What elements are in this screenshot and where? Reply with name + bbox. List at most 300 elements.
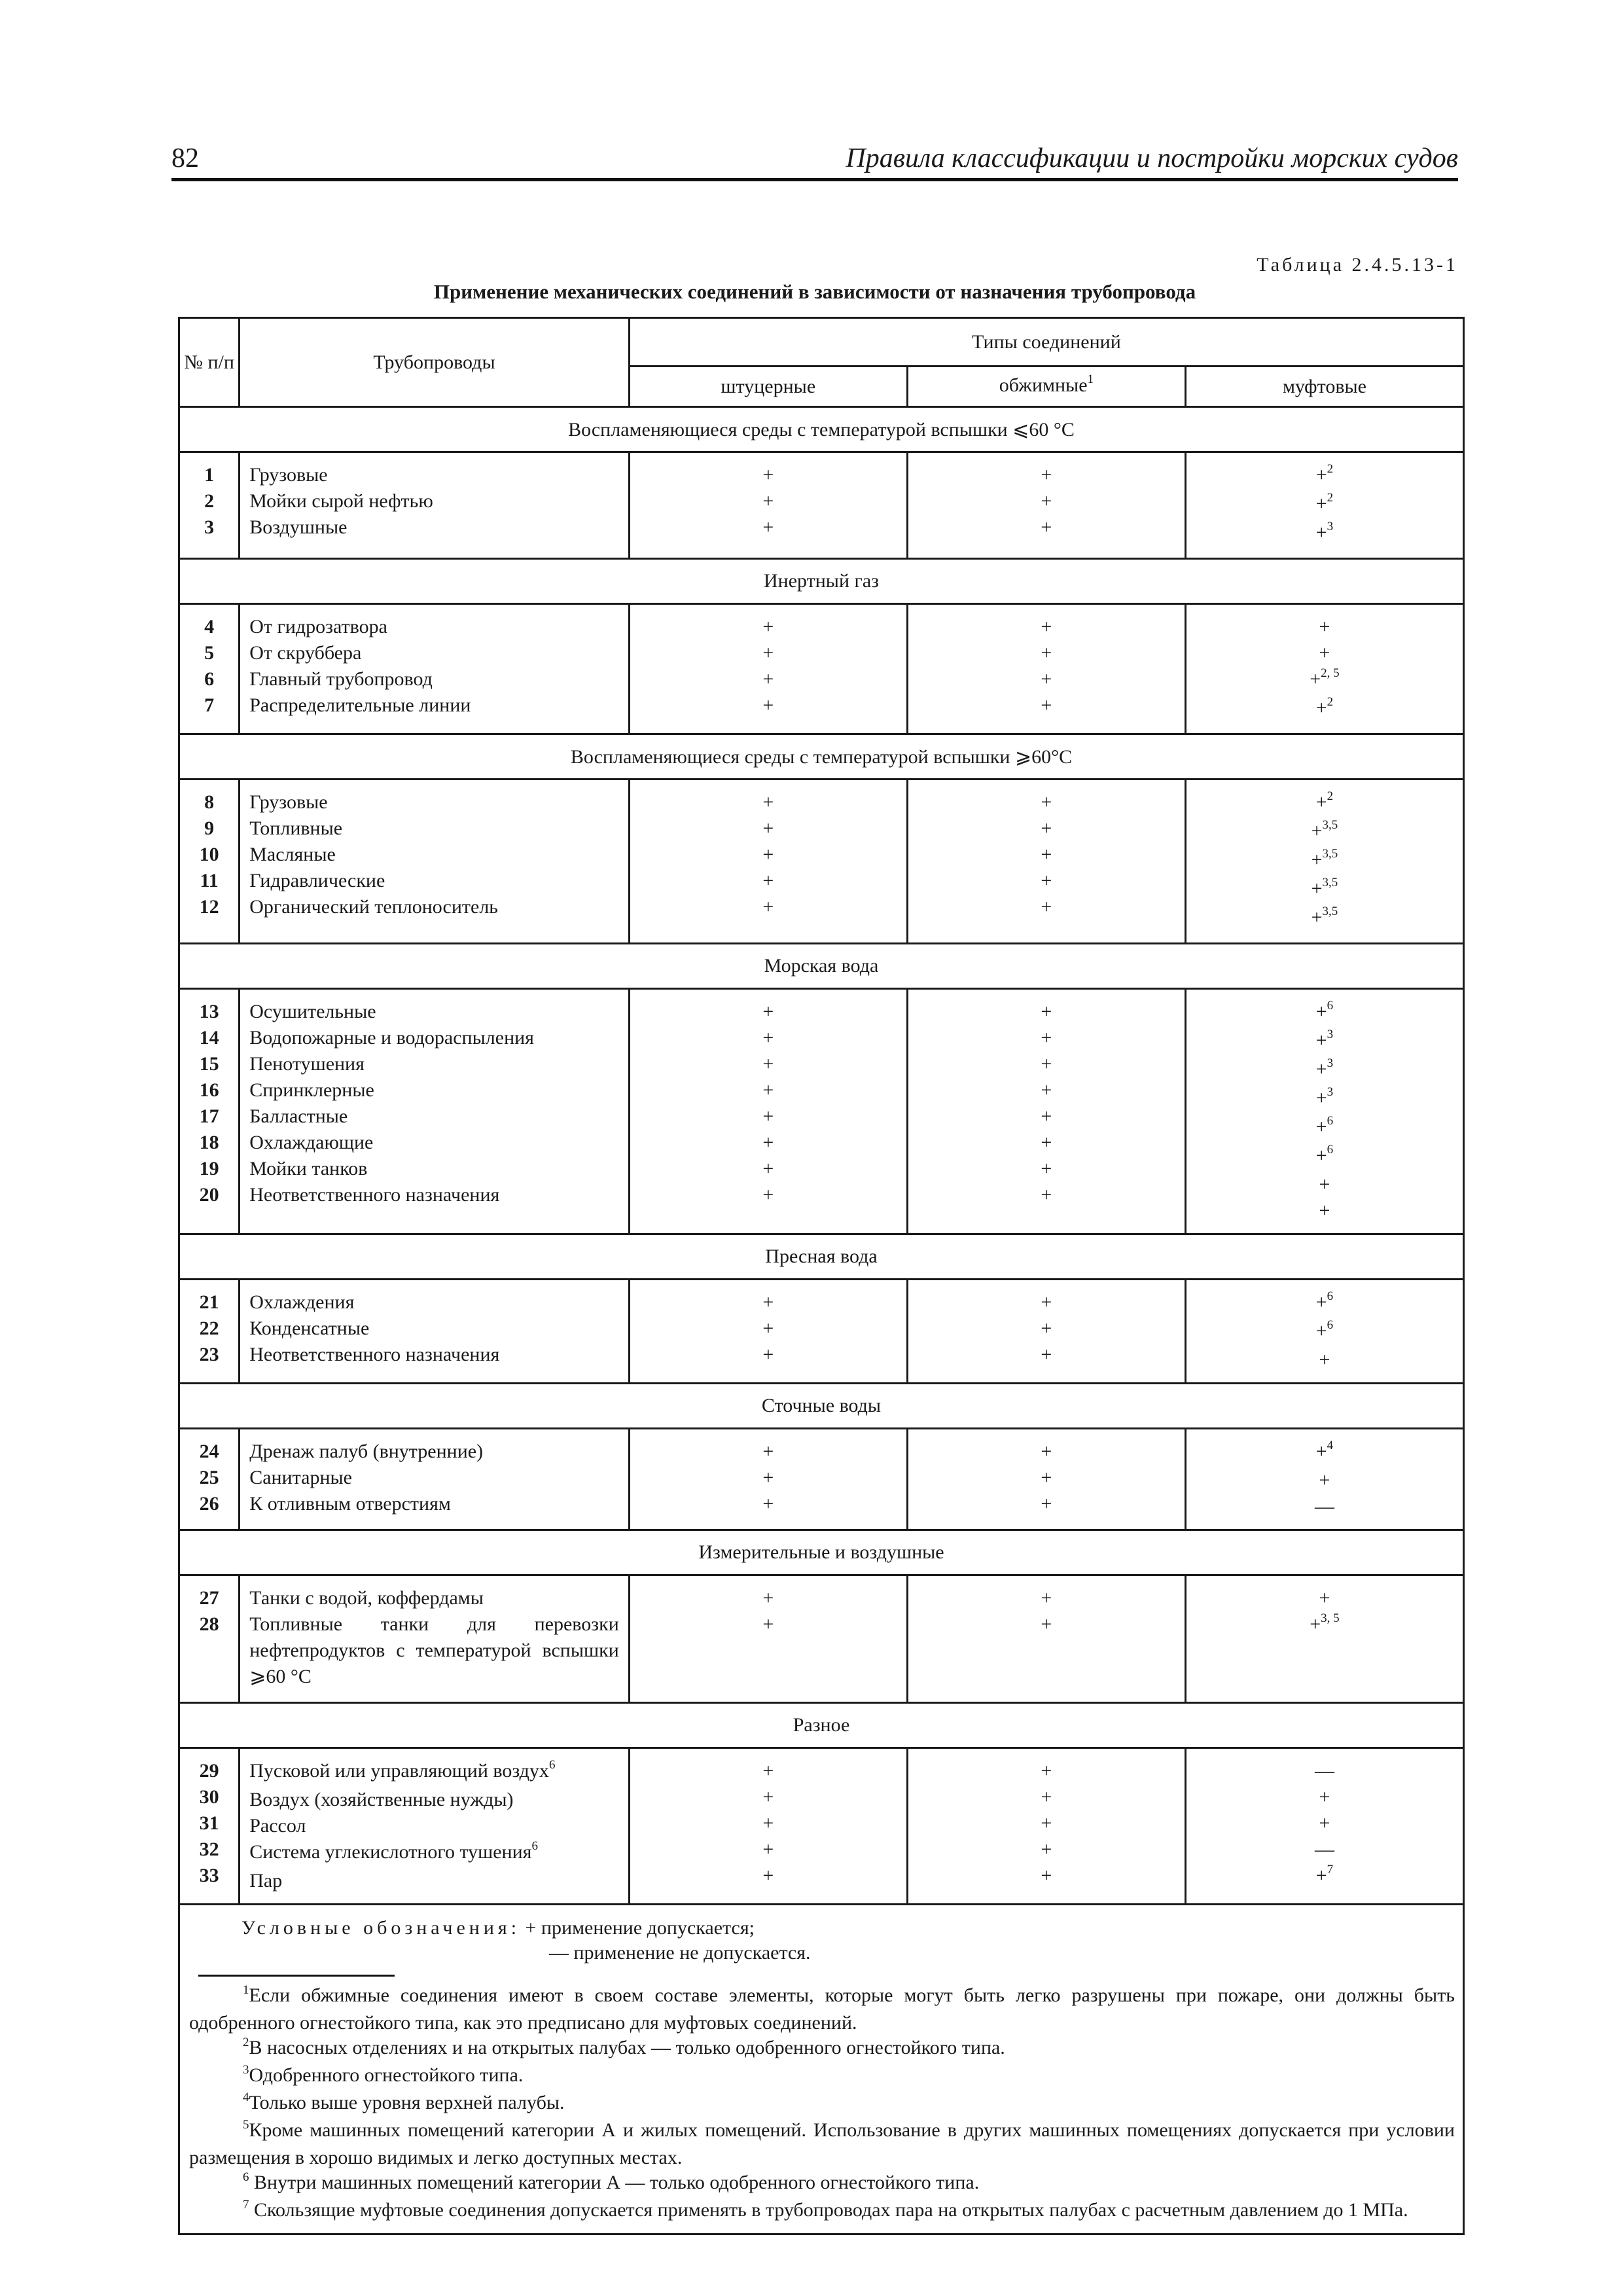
sleeve-value — [1186, 1494, 1463, 1520]
pipeline-name-text: Грузовые — [249, 791, 328, 813]
union-value — [630, 1289, 906, 1316]
pipeline-name-text: Неответственного назначения — [249, 1344, 500, 1365]
row-number-text: 21 — [199, 1291, 219, 1313]
sleeve-value-cell — [1185, 989, 1463, 1234]
sleeve-value — [1186, 462, 1463, 491]
pipeline-name-cell — [240, 604, 630, 734]
compression-value-cell — [907, 452, 1185, 559]
row-number-text: 18 — [199, 1132, 219, 1153]
compression-value — [908, 842, 1185, 868]
legend-plus: + применение допускается; — [525, 1917, 755, 1939]
footnote-mark: 7 — [243, 2198, 249, 2212]
sleeve-value — [1186, 1056, 1463, 1085]
compression-value — [908, 1810, 1185, 1837]
union-value-text: + — [762, 1027, 774, 1049]
row-number-text: 31 — [199, 1812, 219, 1834]
footnote-mark: 2 — [243, 2036, 249, 2049]
sleeve-value-text: + — [1310, 668, 1321, 690]
union-value-text: + — [762, 870, 774, 891]
union-value — [630, 1439, 906, 1465]
pipeline-name-text: Мойки сырой нефтью — [249, 490, 433, 512]
compression-value-cell — [907, 1748, 1185, 1905]
compression-value-text: + — [1041, 1760, 1052, 1782]
union-value — [630, 894, 906, 920]
row-number-text: 1 — [204, 464, 215, 486]
union-value-text: + — [762, 1760, 774, 1782]
spacer — [908, 1664, 1185, 1690]
sleeve-value — [1186, 847, 1463, 876]
row-number-text: 22 — [199, 1318, 219, 1339]
union-value — [630, 999, 906, 1025]
pipeline-name — [240, 614, 628, 640]
compression-value-text: + — [1041, 1001, 1052, 1022]
compression-value — [908, 1491, 1185, 1517]
sleeve-value — [1186, 1198, 1463, 1224]
row-number-text: 15 — [199, 1053, 219, 1075]
sleeve-value-cell — [1185, 1575, 1463, 1703]
row-number-cell — [179, 989, 240, 1234]
sleeve-value — [1186, 1028, 1463, 1056]
footnote-text: Только выше уровня верхней палубы. — [249, 2092, 565, 2113]
section-title: Измерительные и воздушные — [179, 1530, 1464, 1575]
footnote-mark: 4 — [243, 2090, 249, 2104]
compression-value — [908, 462, 1185, 488]
row-number-text: 23 — [199, 1344, 219, 1365]
compression-value-cell — [907, 1575, 1185, 1703]
row-number-text: 26 — [199, 1493, 219, 1515]
row-number — [180, 1863, 238, 1889]
compression-value — [908, 1130, 1185, 1156]
pipeline-name-text: Воздушные — [249, 516, 348, 538]
union-value-text: + — [762, 1053, 774, 1075]
section-header-row — [179, 559, 1464, 604]
footnote-ref: 2 — [1327, 695, 1334, 709]
footnote-ref: 3,5 — [1322, 876, 1338, 889]
union-value — [630, 1342, 906, 1368]
compression-value — [908, 1316, 1185, 1342]
footnote-ref: 4 — [1327, 1439, 1334, 1452]
table-number: Таблица 2.4.5.13-1 — [1257, 254, 1458, 276]
union-value — [630, 1025, 906, 1051]
row-number — [180, 1758, 238, 1784]
sleeve-value — [1186, 789, 1463, 818]
compression-value — [908, 1585, 1185, 1611]
column-header-pipelines: Трубопроводы — [240, 318, 630, 407]
pipeline-name — [240, 1077, 628, 1103]
sleeve-value-text: — — [1314, 1496, 1334, 1517]
pipeline-name-text: Мойки танков — [249, 1158, 368, 1179]
sleeve-value — [1186, 1347, 1463, 1373]
footnote-text: Кроме машинных помещений категории А и жилых помещений. Использование в других машинных помещениях допускается при условии размещения в хорошо видимых и легко доступных местах. — [189, 2119, 1455, 2168]
sleeve-value-text: + — [1319, 1349, 1330, 1371]
compression-value — [908, 514, 1185, 541]
union-value — [630, 1051, 906, 1077]
sleeve-value — [1186, 905, 1463, 933]
union-value-text: + — [762, 1105, 774, 1127]
compression-value — [908, 999, 1185, 1025]
pipeline-name — [240, 1491, 628, 1517]
compression-value-cell — [907, 1280, 1185, 1384]
pipeline-name-cell — [240, 452, 630, 559]
pipeline-name-cell — [240, 989, 630, 1234]
section-rows — [179, 1280, 1464, 1384]
row-number — [180, 640, 238, 666]
sleeve-value-cell — [1185, 604, 1463, 734]
row-number — [180, 789, 238, 816]
sleeve-value-text: + — [1311, 849, 1323, 870]
compression-value — [908, 894, 1185, 920]
row-number-cell — [179, 1748, 240, 1905]
row-number — [180, 1077, 238, 1103]
pipeline-name-text: Распределительные линии — [249, 694, 471, 716]
spacer — [1186, 1666, 1463, 1693]
compression-value — [908, 1182, 1185, 1208]
pipeline-name-text: Неответственного назначения — [249, 1184, 500, 1206]
pipeline-name-text: Охлаждения — [249, 1291, 355, 1313]
row-number — [180, 488, 238, 514]
pipeline-name-cell — [240, 780, 630, 944]
footnote-ref: 6 — [1327, 1318, 1334, 1332]
union-value-cell — [629, 1748, 907, 1905]
footnote-ref: 2 — [1327, 491, 1334, 505]
union-value — [630, 666, 906, 692]
sleeve-value-text: + — [1315, 464, 1327, 486]
compression-value-list — [908, 1280, 1185, 1377]
union-value-text: + — [762, 1132, 774, 1153]
pipeline-name-text: Пусковой или управляющий воздух — [249, 1760, 549, 1782]
compression-value-text: + — [1041, 1291, 1052, 1313]
pipeline-name-text: Осушительные — [249, 1001, 376, 1022]
compression-value-text: + — [1041, 1865, 1052, 1886]
sleeve-value-text: + — [1315, 1087, 1327, 1109]
pipeline-name — [240, 666, 628, 692]
union-value-text: + — [762, 1318, 774, 1339]
compression-value — [908, 1837, 1185, 1863]
sleeve-value-text: + — [1310, 1613, 1321, 1635]
pipeline-name-text: Охлаждающие — [249, 1132, 374, 1153]
compression-value-text: + — [1041, 870, 1052, 891]
union-value-text: + — [762, 1001, 774, 1022]
union-value-cell — [629, 989, 907, 1234]
compression-value-text: + — [1041, 516, 1052, 538]
sleeve-value-text: — — [1314, 1839, 1334, 1860]
pipeline-name-text: Санитарные — [249, 1467, 352, 1488]
spacer — [630, 1664, 906, 1690]
section-header-row — [179, 1703, 1464, 1748]
pipeline-name — [240, 1182, 628, 1208]
sleeve-value — [1186, 1467, 1463, 1494]
spacer — [630, 1638, 906, 1664]
legend-minus: — применение не допускается. — [549, 1942, 811, 1964]
section-rows — [179, 989, 1464, 1234]
compression-value-text: + — [1041, 1786, 1052, 1808]
sleeve-value-text: + — [1315, 522, 1327, 543]
pipeline-name — [240, 1342, 628, 1368]
row-number — [180, 1784, 238, 1810]
pipeline-name-text: Пенотушения — [249, 1053, 365, 1075]
pipeline-name-text: Танки с водой, коффердамы — [249, 1587, 484, 1609]
section-title: Воспламеняющиеся среды с температурой вспышки ⩽60 °C — [179, 407, 1464, 452]
pipeline-name — [240, 1465, 628, 1491]
footnote — [189, 2036, 1455, 2063]
sleeve-value — [1186, 614, 1463, 640]
union-value — [630, 640, 906, 666]
section-rows — [179, 1429, 1464, 1530]
compression-value-text: + — [1041, 1344, 1052, 1365]
union-value-cell — [629, 1280, 907, 1384]
compression-value — [908, 1439, 1185, 1465]
row-number — [180, 1025, 238, 1051]
pipeline-name-text: Топливные — [249, 817, 343, 839]
union-value-cell — [629, 1429, 907, 1530]
compression-value-text: + — [1041, 1184, 1052, 1206]
section-header-row — [179, 944, 1464, 989]
pipeline-name — [240, 999, 628, 1025]
row-number-text: 10 — [199, 844, 219, 865]
sleeve-value — [1186, 1611, 1463, 1640]
sleeve-value — [1186, 1863, 1463, 1892]
union-value-list — [630, 1749, 906, 1898]
row-number-text: 7 — [204, 694, 215, 716]
sleeve-value — [1186, 1114, 1463, 1143]
spacer — [908, 1638, 1185, 1664]
compression-value-text: + — [1041, 1493, 1052, 1515]
sleeve-value-text: + — [1315, 1030, 1327, 1051]
row-number — [180, 1585, 238, 1611]
sleeve-value-text: + — [1319, 616, 1330, 637]
column-header-union: штуцерные — [629, 367, 907, 407]
sleeve-value — [1186, 1439, 1463, 1467]
section-header-row — [179, 407, 1464, 452]
sleeve-value-list — [1186, 1576, 1463, 1702]
sleeve-value-cell — [1185, 1280, 1463, 1384]
pipeline-name-text: От гидрозатвора — [249, 616, 387, 637]
table-title: Применение механических соединений в зависимости от назначения трубопровода — [433, 280, 1196, 303]
pipe-connections-table — [178, 317, 1465, 2235]
section-rows — [179, 452, 1464, 559]
pipeline-name — [240, 816, 628, 842]
footnote-ref: 6 — [1327, 999, 1334, 1013]
union-value-text: + — [762, 616, 774, 637]
footnote-text: Одобренного огнестойкого типа. — [249, 2064, 524, 2086]
union-value-cell — [629, 604, 907, 734]
compression-value-text: + — [1041, 1079, 1052, 1101]
sleeve-value — [1186, 999, 1463, 1028]
union-value — [630, 842, 906, 868]
pipeline-name-cell — [240, 1280, 630, 1384]
footnote-ref: 2 — [1327, 789, 1334, 803]
footnote-ref: 3,5 — [1322, 847, 1338, 861]
sleeve-value-text: + — [1315, 1145, 1327, 1166]
section-title: Морская вода — [179, 944, 1464, 989]
section-header-row — [179, 734, 1464, 780]
pipeline-name-list — [240, 1280, 628, 1377]
compression-value-text: + — [1041, 1613, 1052, 1635]
row-number — [180, 1611, 238, 1638]
pipeline-name-text: Пар — [249, 1870, 283, 1892]
sleeve-value — [1186, 520, 1463, 548]
pipeline-name-text: К отливным отверстиям — [249, 1493, 451, 1515]
sleeve-value-text: + — [1319, 1174, 1330, 1195]
union-value-text: + — [762, 694, 774, 716]
section-title: Пресная вода — [179, 1234, 1464, 1280]
legend — [189, 1916, 1455, 1941]
compression-value — [908, 666, 1185, 692]
union-value — [630, 1837, 906, 1863]
sleeve-value — [1186, 695, 1463, 724]
sleeve-value-text: + — [1319, 1200, 1330, 1221]
running-title: Правила классификации и постройки морских судов — [846, 143, 1458, 173]
row-number — [180, 462, 238, 488]
footnote-ref: 6 — [1327, 1114, 1334, 1128]
row-number-cell — [179, 1280, 240, 1384]
sleeve-value — [1186, 876, 1463, 905]
sleeve-value-list — [1186, 990, 1463, 1233]
union-value — [630, 1103, 906, 1130]
pipeline-name — [240, 1839, 628, 1868]
footnote — [189, 2063, 1455, 2090]
footnote-rule — [198, 1975, 395, 1977]
union-value-text: + — [762, 1184, 774, 1206]
sleeve-value-text: + — [1315, 1291, 1327, 1313]
union-value-text: + — [762, 1786, 774, 1808]
footnote-ref: 3 — [1327, 1028, 1334, 1041]
compression-value — [908, 789, 1185, 816]
compression-value-text: + — [1041, 668, 1052, 690]
row-number-text: 19 — [199, 1158, 219, 1179]
union-value-text: + — [762, 1467, 774, 1488]
column-header-number: № п/п — [179, 318, 240, 407]
row-number-list — [180, 1749, 238, 1898]
sleeve-value-text: + — [1315, 1865, 1327, 1886]
section-title: Сточные воды — [179, 1384, 1464, 1429]
footnote — [189, 2198, 1455, 2225]
compression-value-cell — [907, 989, 1185, 1234]
union-value-cell — [629, 1575, 907, 1703]
compression-value-text: + — [1041, 490, 1052, 512]
compression-value — [908, 1051, 1185, 1077]
compression-value-list — [908, 453, 1185, 550]
union-value-text: + — [762, 1812, 774, 1834]
sleeve-value — [1186, 1289, 1463, 1318]
union-value-text: + — [762, 1441, 774, 1462]
footnote-ref: 7 — [1327, 1863, 1334, 1876]
row-number — [180, 1439, 238, 1465]
union-value — [630, 1182, 906, 1208]
union-value-text: + — [762, 1079, 774, 1101]
sleeve-value-text: + — [1315, 1320, 1327, 1342]
pipeline-name — [240, 1051, 628, 1077]
pipeline-name — [240, 1868, 628, 1894]
union-value — [630, 1130, 906, 1156]
union-value — [630, 614, 906, 640]
union-value-text: + — [762, 844, 774, 865]
compression-value — [908, 1465, 1185, 1491]
union-value-text: + — [762, 1587, 774, 1609]
pipeline-name-text: Дренаж палуб (внутренние) — [249, 1441, 484, 1462]
row-number-text: 16 — [199, 1079, 219, 1101]
union-value-text: + — [762, 668, 774, 690]
compression-value — [908, 614, 1185, 640]
sleeve-value-list — [1186, 1429, 1463, 1529]
compression-value-text: + — [1041, 1587, 1052, 1609]
row-number-text: 3 — [204, 516, 215, 538]
row-number — [180, 894, 238, 920]
pipeline-name-text: Система углекислотного тушения — [249, 1841, 532, 1863]
union-value-list — [630, 605, 906, 728]
union-value — [630, 789, 906, 816]
section-title: Воспламеняющиеся среды с температурой вспышки ⩾60°C — [179, 734, 1464, 780]
sleeve-value — [1186, 640, 1463, 666]
footnote-ref: 3, 5 — [1321, 1611, 1340, 1625]
compression-value-text: + — [1041, 1812, 1052, 1834]
spacer — [180, 1664, 238, 1690]
row-number — [180, 666, 238, 692]
union-value-text: + — [762, 1613, 774, 1635]
pipeline-name-cell — [240, 1748, 630, 1905]
pipeline-name — [240, 1439, 628, 1465]
footnote — [189, 2170, 1455, 2198]
section-header-row — [179, 1234, 1464, 1280]
row-number-text: 5 — [204, 642, 215, 664]
compression-value-text: + — [1041, 1441, 1052, 1462]
row-number-list — [180, 1576, 238, 1699]
compression-value-cell — [907, 780, 1185, 944]
sleeve-value-text: + — [1319, 642, 1330, 664]
union-value-list — [630, 1576, 906, 1699]
sleeve-value-cell — [1185, 1748, 1463, 1905]
union-value — [630, 1585, 906, 1611]
footnote-mark: 3 — [243, 2063, 249, 2077]
pipeline-name-list — [240, 1429, 628, 1526]
compression-value — [908, 1077, 1185, 1103]
sleeve-value-list — [1186, 605, 1463, 733]
pipeline-name — [240, 894, 628, 920]
sleeve-value — [1186, 1758, 1463, 1784]
union-value — [630, 1611, 906, 1638]
row-number-text: 9 — [204, 817, 215, 839]
pipeline-name — [240, 1130, 628, 1156]
sleeve-value — [1186, 491, 1463, 520]
pipeline-name-text: Балластные — [249, 1105, 348, 1127]
compression-value-list — [908, 1429, 1185, 1526]
footnotes — [189, 1983, 1455, 2225]
row-number-list — [180, 1280, 238, 1377]
row-number-list — [180, 1429, 238, 1526]
compression-value-text: + — [1041, 1053, 1052, 1075]
sleeve-value-text: + — [1311, 820, 1323, 842]
union-value — [630, 488, 906, 514]
compression-value — [908, 640, 1185, 666]
union-value-list — [630, 990, 906, 1217]
union-value-list — [630, 1429, 906, 1526]
row-number-cell — [179, 452, 240, 559]
row-number — [180, 1810, 238, 1837]
pipeline-name-cell — [240, 1575, 630, 1703]
union-value — [630, 868, 906, 894]
row-number — [180, 1342, 238, 1368]
compression-value-text: + — [1041, 1105, 1052, 1127]
spacer — [1186, 1640, 1463, 1666]
union-value-text: + — [762, 896, 774, 918]
row-number-text: 2 — [204, 490, 215, 512]
compression-value-list — [908, 1749, 1185, 1898]
row-number-text: 32 — [199, 1839, 219, 1860]
page-number: 82 — [171, 143, 199, 173]
sleeve-value-text: + — [1315, 791, 1327, 813]
sleeve-value — [1186, 1585, 1463, 1611]
footnote-ref: 3 — [1327, 520, 1334, 533]
